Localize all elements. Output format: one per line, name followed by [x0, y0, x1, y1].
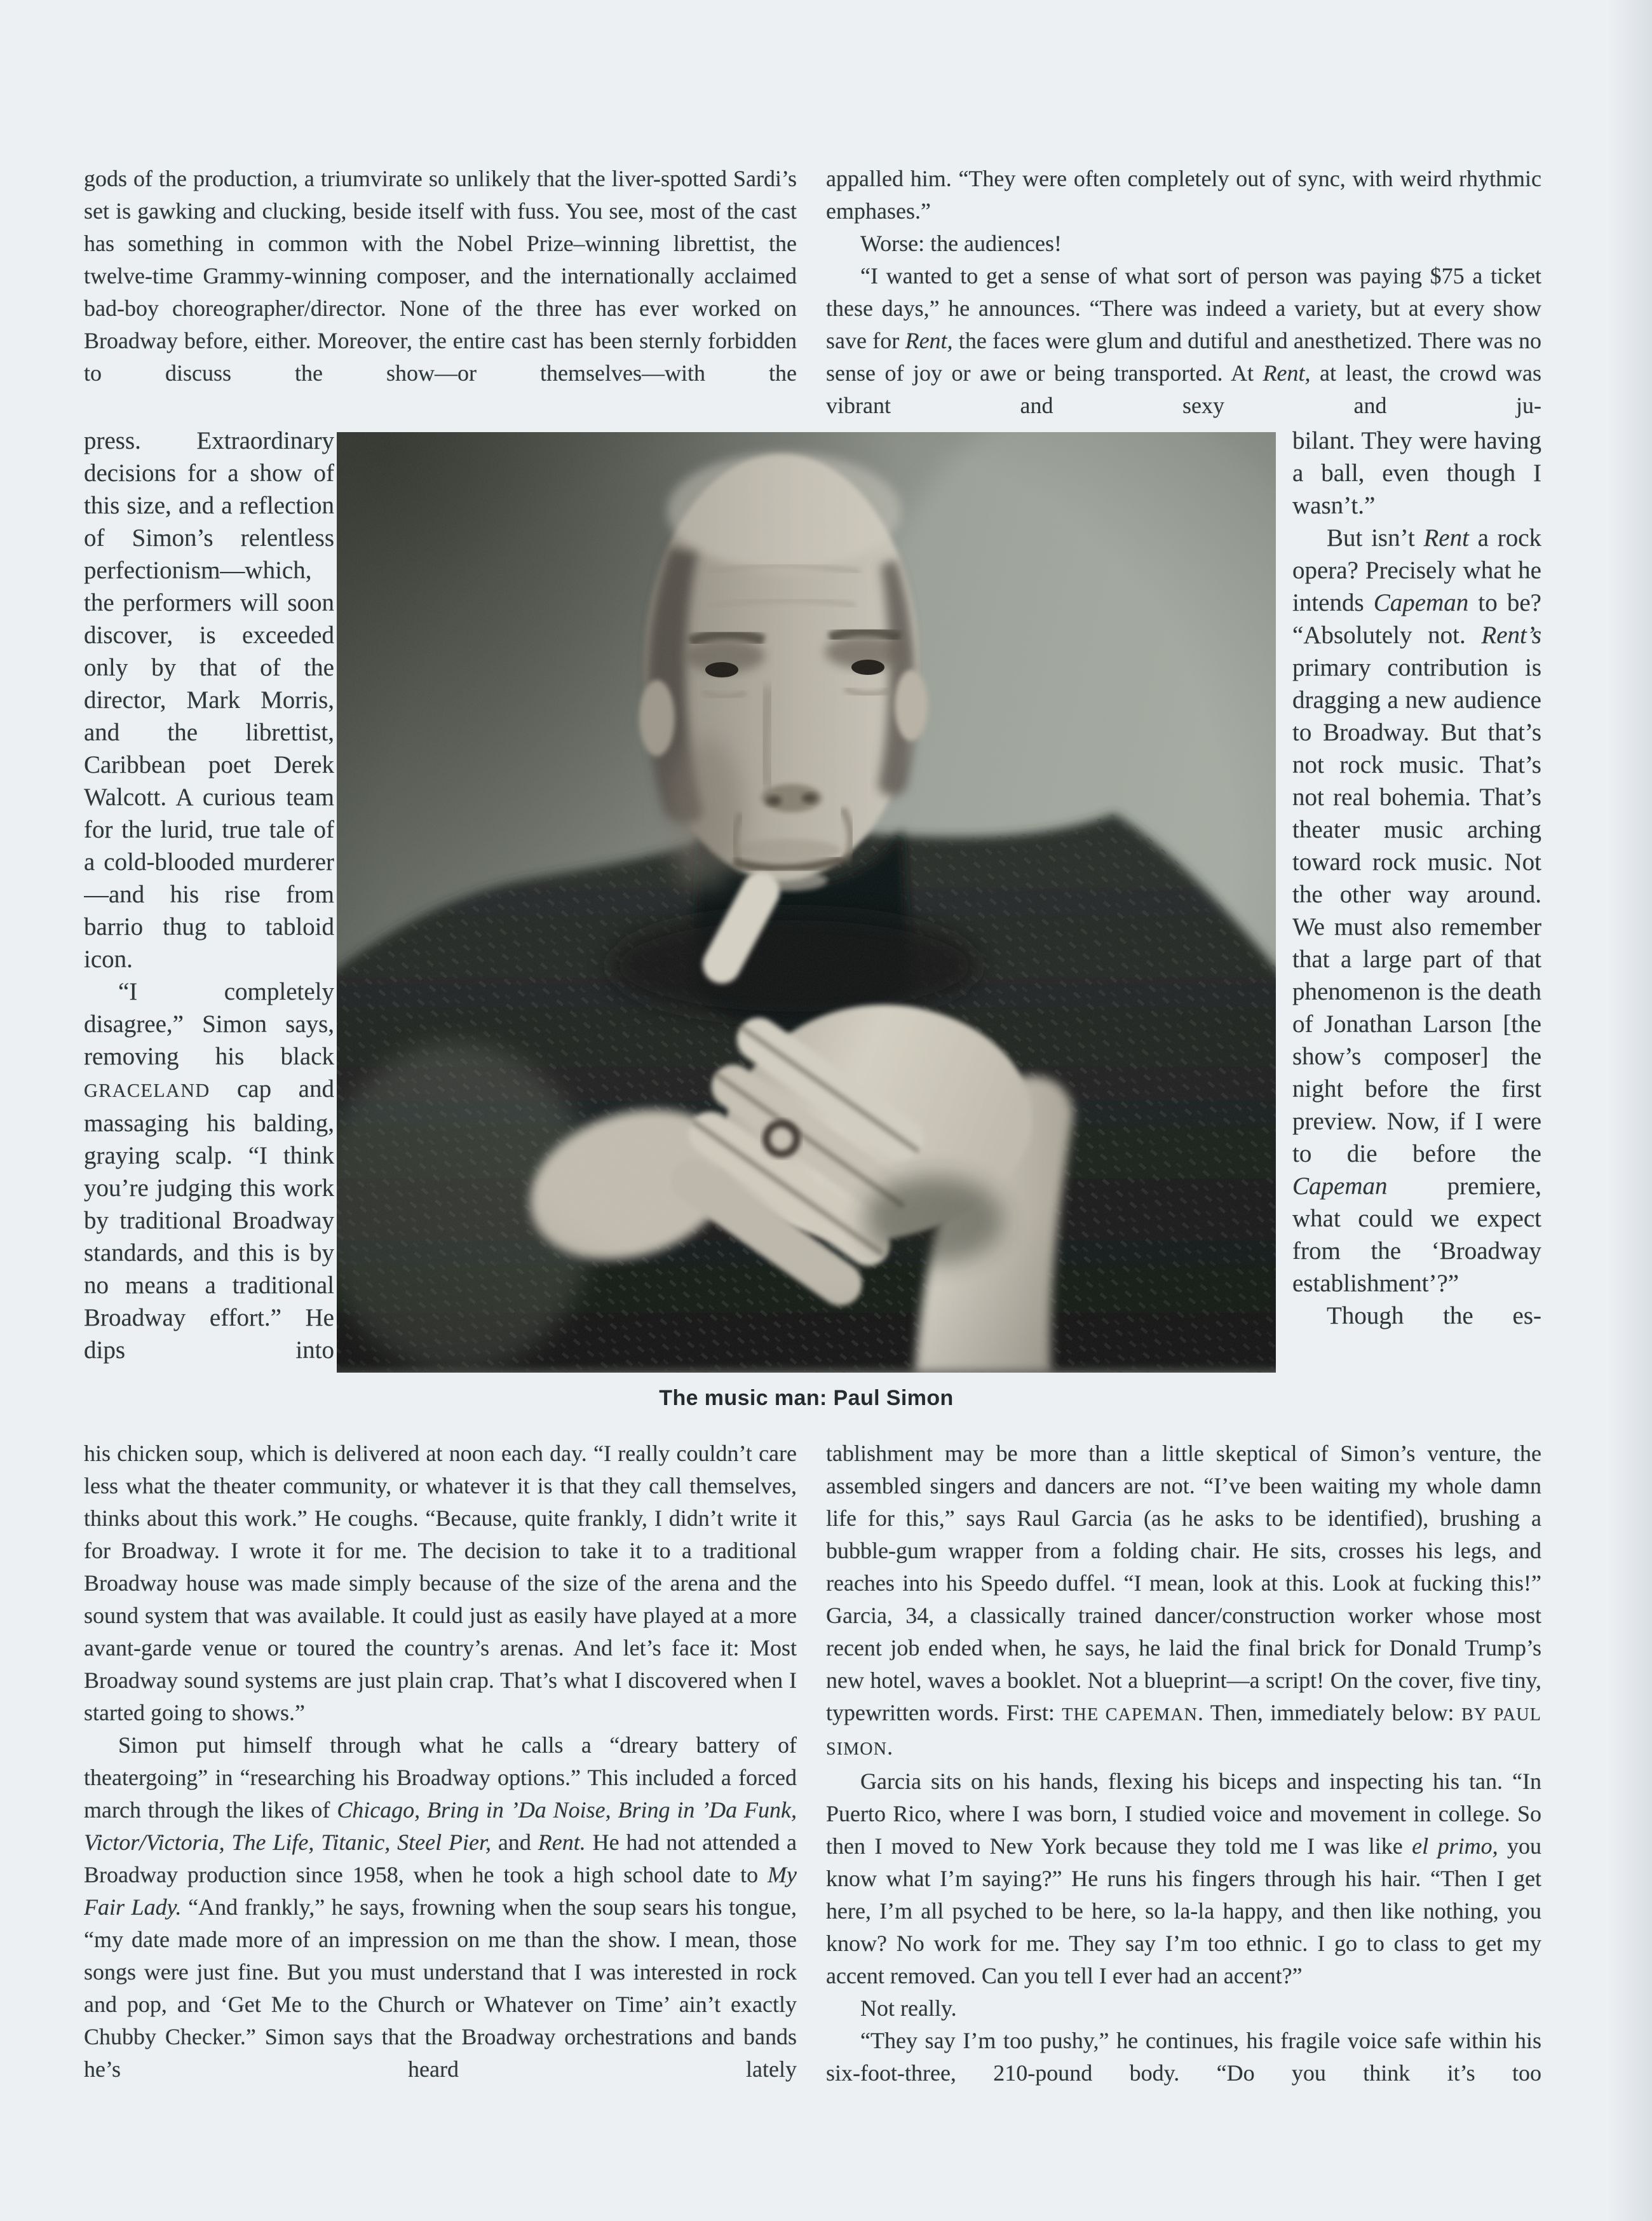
paragraph: press. Extraordinary decisions for a show of this size, and a reflection of Simon’s relentless perfectionism—which, the performers will soon discover, is exceeded only by that of the director, Mark Morris, and the librettist, Caribbean poet Derek Walcott. A curious team for the lurid, true tale of a cold-blooded murderer—and his rise from barrio thug to tabloid icon. — [84, 427, 334, 973]
paragraph: his chicken soup, which is delivered at noon each day. “I really couldn’t care less what the theater community, or whatever it is that they call themselves, thinks about this work.” He coughs. “Because, quite frankly, I didn’t write it for Broadway. I wrote it for me. The decision to take it to a traditional Broadway house was made simply because of the size of the arena and the sound system that was available. It could just as easily have played at a more avant-garde venue or toured the country’s arenas. And let’s face it: Most Broadway sound systems are just plain crap. That’s what I discovered when I started going to shows.” — [84, 1441, 797, 1725]
paragraph: appalled him. “They were often completely out of sync, with weird rhythmic emphases.” — [826, 166, 1541, 224]
left-column-top — [84, 163, 797, 425]
paragraph: tablishment may be more than a little skeptical of Simon’s venture, the assembled singers and dancers are not. “I’ve been waiting my whole damn life for this,” says Raul Garcia (as he asks to be identified), brushing a bubble-gum wrapper from a folding chair. He sits, crosses his legs, and reaches into his Speedo duffel. “I mean, look at this. Look at fucking this!” Garcia, 34, a classically trained dancer/construction worker whose most recent job ended when, he says, he laid the final brick for Donald Trump’s new hotel, waves a booklet. Not a blueprint—a script! On the cover, five tiny, typewritten words. First: THE CAPEMAN. Then, immediately below: BY PAUL SIMON. — [826, 1441, 1541, 1760]
paragraph: gods of the production, a triumvirate so unlikely that the liver-spotted Sardi’s set is gawking and clucking, beside itself with fuss. You see, most of the cast has something in common with the Nobel Prize–winning librettist, the twelve-time Grammy-winning composer, and the internationally acclaimed bad-boy choreographer/director. None of the three has ever worked on Broadway before, either. Moreover, the entire cast has been sternly forbidden to discuss the show—or themselves—with the — [84, 166, 797, 386]
photo-caption: The music man: Paul Simon — [659, 1386, 954, 1410]
paragraph: But isn’t Rent a rock opera? Precisely what he intends Capeman to be? “Absolutely not. Rent’s primary contribution is dragging a new audience to Broadway. But that’s not rock music. That’s not real bohemia. That’s theater music arching toward rock music. Not the other way around. We must also remember that a large part of that phenomenon is the death of Jonathan Larson [the show’s composer] the night before the first preview. Now, if I were to die before the Capeman premiere, what could we expect from the ‘Broadway establishment’?” — [1292, 524, 1541, 1297]
left-column-bottom — [84, 1437, 797, 2200]
right-column-top — [826, 163, 1541, 425]
paragraph: Not really. — [860, 1995, 957, 2021]
paragraph: bilant. They were having a ball, even though I wasn’t.” — [1292, 427, 1541, 519]
paragraph: “They say I’m too pushy,” he continues, his fragile voice safe within his six-foot-three, 210-pound body. “Do you think it’s too — [826, 2028, 1541, 2086]
portrait-illustration — [337, 432, 1276, 1373]
paragraph: Though the es- — [1327, 1302, 1541, 1329]
left-column-beside-photo — [84, 425, 334, 1435]
paragraph: “I wanted to get a sense of what sort of person was paying $75 a ticket these days,” he announces. “There was indeed a variety, but at every show save for Rent, the faces were glum and dutiful and anesthetized. There was no sense of joy or awe or being transported. At Rent, at least, the crowd was vibrant and sexy and ju- — [826, 263, 1541, 418]
paragraph: Garcia sits on his hands, flexing his biceps and inspecting his tan. “In Puerto Rico, where I was born, I studied voice and movement in college. So then I moved to New York because they told me I was like el primo, you know what I’m saying?” He runs his fingers through his hair. “Then I get here, I’m all psyched to be here, so la-la happy, and then like nothing, you know? No work for me. They say I’m too ethnic. I go to class to get my accent removed. Can you tell I ever had an accent?” — [826, 1769, 1541, 1988]
paragraph: Simon put himself through what he calls a “dreary battery of theatergoing” in “researching his Broadway options.” This included a forced march through the likes of Chicago, Bring in ’Da Noise, Bring in ’Da Funk, Victor/Victoria, The Life, Titanic, Steel Pier, and Rent. He had not attended a Broadway production since 1958, when he took a high school date to My Fair Lady. “And frankly,” he says, frowning when the soup sears his tongue, “my date made more of an impression on me than the show. I mean, those songs were just fine. But you must understand that I was interested in rock and pop, and ‘Get Me to the Church or Whatever on Time’ ain’t exactly Chubby Checker.” Simon says that the Broadway orchestrations and bands he’s heard lately — [84, 1732, 797, 2082]
right-column-bottom — [826, 1437, 1541, 2200]
paragraph: “I completely disagree,” Simon says, removing his black GRACELAND cap and massaging his balding, graying scalp. “I think you’re judging this work by traditional Broadway standards, and this is by no means a traditional Broadway effort.” He dips into — [84, 978, 334, 1364]
right-column-beside-photo — [1292, 425, 1541, 1435]
paul-simon-portrait-photo — [337, 432, 1276, 1373]
paragraph: Worse: the audiences! — [860, 231, 1062, 256]
